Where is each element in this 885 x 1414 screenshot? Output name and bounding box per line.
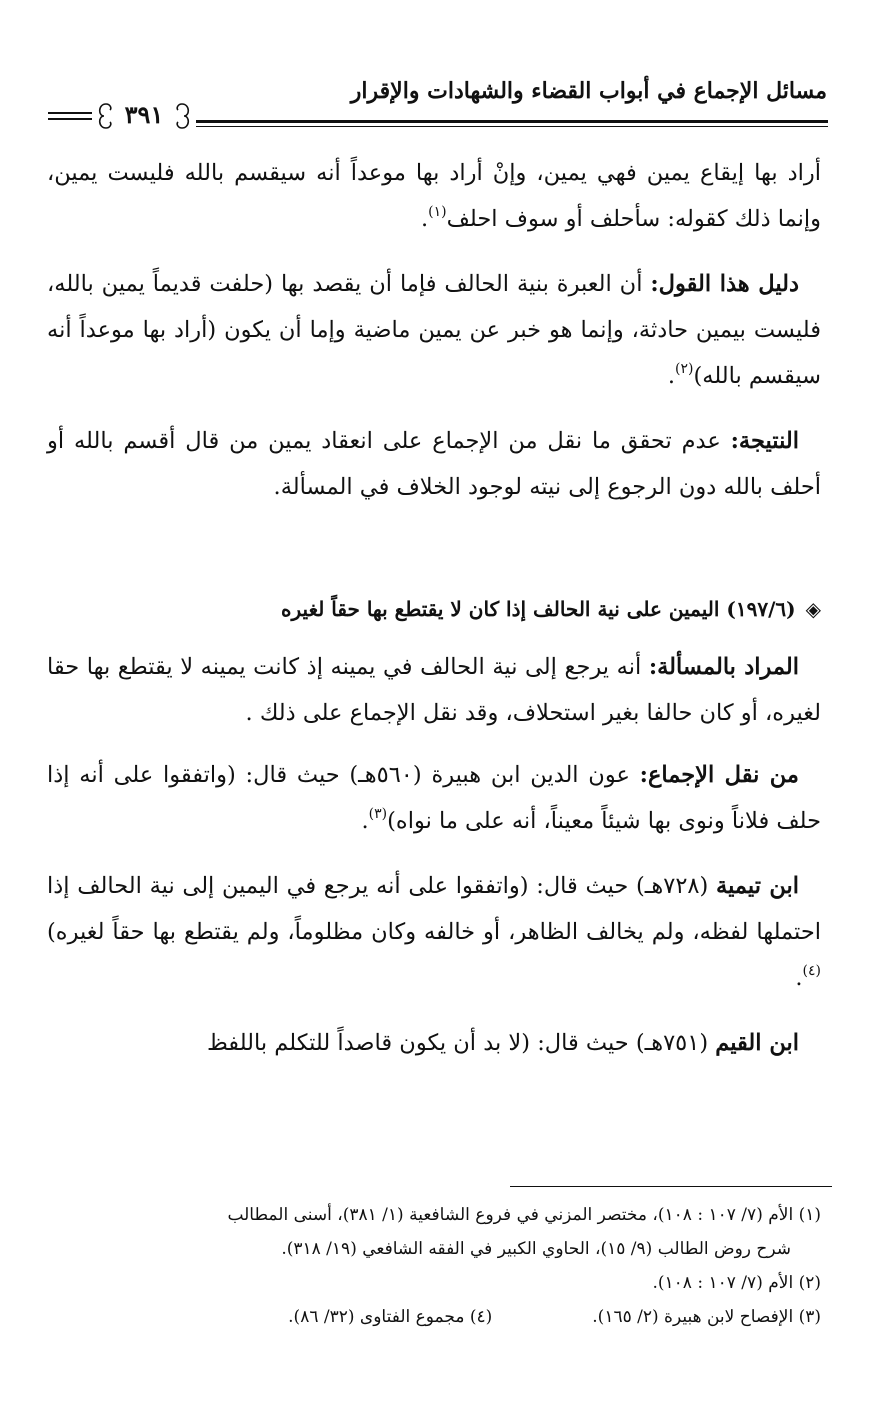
header-rule xyxy=(196,120,828,123)
page-number-rule-lower xyxy=(48,118,92,120)
footnote-rule xyxy=(510,1186,832,1187)
footnote-2: (٢) الأم (٧/ ١٠٧ : ١٠٨). xyxy=(652,1273,821,1293)
paragraph-3-lead: النتيجة: xyxy=(730,428,799,454)
paragraph-1-text: أراد بها إيقاع يمين فهي يمين، وإنْ أراد بها موعداً أنه سيقسم بالله فليست يمين، وإنما ذلك كقوله: سأحلف أو سوف احلف xyxy=(47,160,821,232)
paragraph-4-text: أنه يرجع إلى نية الحالف في يمينه إذ كانت يمينه لا يقتطع بها حقا لغيره، أو كان حالفا بغير استحلاف، وقد نقل الإجماع على ذلك . xyxy=(47,654,821,726)
diamond-bullet-icon: ◈ xyxy=(805,597,821,621)
paragraph-6 xyxy=(47,863,821,1004)
footnote-ref-4: (٤) xyxy=(802,963,821,979)
footnote-ref-2: (٢) xyxy=(675,361,694,377)
footnote-4: (٤) مجموع الفتاوى (٣٢/ ٨٦). xyxy=(288,1307,493,1327)
paragraph-6-tail: . xyxy=(795,965,803,991)
paragraph-7-text: (٧٥١هـ) حيث قال: (لا بد أن يكون قاصداً للتكلم باللفظ xyxy=(206,1030,716,1056)
paragraph-4 xyxy=(47,644,821,736)
body-text-top xyxy=(47,150,821,510)
paragraph-5-tail: . xyxy=(361,808,369,834)
paragraph-5 xyxy=(47,752,821,847)
footnote-1: (١) الأم (٧/ ١٠٧ : ١٠٨)، مختصر المزني في فروع الشافعية (١/ ٣٨١)، أسنى المطالب xyxy=(227,1205,821,1225)
paragraph-4-lead: المراد بالمسألة: xyxy=(648,654,800,680)
section-heading-text: (١٩٧/٦) اليمين على نية الحالف إذا كان لا يقتطع بها حقاً لغيره xyxy=(281,597,796,621)
paragraph-2-tail: . xyxy=(667,363,676,389)
paragraph-1 xyxy=(47,150,821,245)
paragraph-2-text: أن العبرة بنية الحالف فإما أن يقصد بها (حلفت قديماً يمين بالله، فليست بيمين حادثة، وإنما هو خبر عن يمين ماضية وإما أن يكون (أراد بها موعداً أنه سيقسم بالله) xyxy=(47,271,821,389)
paragraph-3-text: عدم تحقق ما نقل من الإجماع على انعقاد يمين من قال أقسم بالله أو أحلف بالله دون الرجوع إلى نيته لوجود الخلاف في المسألة. xyxy=(47,428,821,500)
paragraph-2-lead: دليل هذا القول: xyxy=(650,271,799,297)
paragraph-2 xyxy=(47,261,821,402)
footnote-ref-3: (٣) xyxy=(368,806,388,822)
footnote-ref-1: (١) xyxy=(428,204,447,220)
running-header-title: مسائل الإجماع في أبواب القضاء والشهادات والإقرار xyxy=(350,78,827,104)
page-number: ٣٩١ xyxy=(124,100,164,129)
paragraph-5-lead: من نقل الإجماع: xyxy=(639,762,799,788)
paragraph-1-tail: . xyxy=(420,206,429,232)
footnotes xyxy=(31,1198,821,1334)
footnote-1-continued: شرح روض الطالب (٩/ ١٥)، الحاوي الكبير في الفقه الشافعي (١٩/ ٣١٨). xyxy=(281,1239,791,1259)
paragraph-6-lead: ابن تيمية xyxy=(716,873,800,899)
paragraph-7 xyxy=(47,1020,821,1066)
body-text-bottom xyxy=(47,644,821,1066)
page-number-ornament xyxy=(96,96,192,136)
section-heading xyxy=(47,594,821,624)
header-rule-thin xyxy=(196,126,828,127)
paragraph-6-text: (٧٢٨هـ) حيث قال: (واتفقوا على أنه يرجع في اليمين إلى نية الحالف إذا احتملها لفظه، ولم يخالف الظاهر، أو خالفه وكان مظلوماً، ولم يقتطع بها حقاً لغيره) xyxy=(47,873,821,945)
paragraph-5-text: عون الدين ابن هبيرة (٥٦٠هـ) حيث قال: (واتفقوا على أنه إذا حلف فلاناً ونوى بها شيئاً معيناً، أنه على ما نواه) xyxy=(47,762,821,834)
footnote-3: (٣) الإفصاح لابن هبيرة (٢/ ١٦٥). xyxy=(592,1307,821,1327)
page-number-rule xyxy=(48,112,92,114)
paragraph-7-lead: ابن القيم xyxy=(715,1030,799,1056)
paragraph-3 xyxy=(47,418,821,510)
footnote-row-3-4 xyxy=(31,1300,821,1334)
